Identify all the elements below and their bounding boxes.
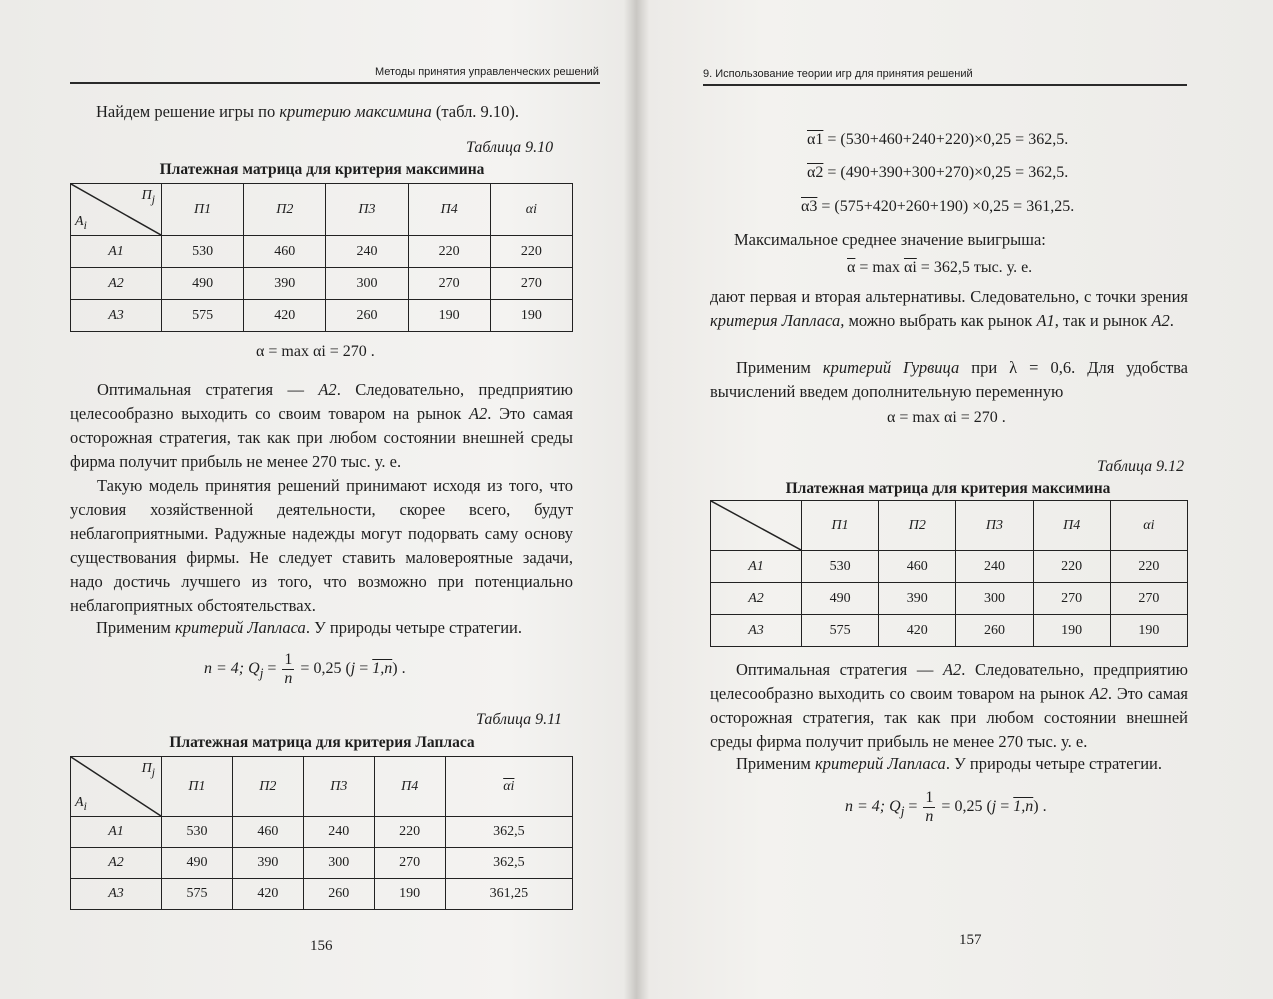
column-header: αi xyxy=(490,184,572,236)
header-rule xyxy=(703,84,1187,86)
column-header: П3 xyxy=(956,501,1033,551)
paragraph-laplace-result: дают первая и вторая альтернативы. Следовательно, с точки зрения критерия Лапласа, можно выбрать как рынок A1, так и рынок A2. xyxy=(710,287,1188,330)
table-row xyxy=(71,848,573,879)
row-axis-label: $A_i$ xyxy=(75,214,87,232)
table-cell: 300 xyxy=(326,268,408,300)
table-caption: Таблица 9.12 xyxy=(1097,458,1185,475)
table-row xyxy=(71,236,573,268)
paragraph-optimal: Оптимальная стратегия — A2. Следовательно, предприятию целесообразно выходить со своим товаром на рынок A2. Это самая осторожная стратегия, так как при любом состоянии внешней среды фирма получит прибыль не менее 270 тыс. у. е. xyxy=(70,380,573,471)
maximin-formula: α = max αi = 270 . xyxy=(256,343,375,360)
row-header: A2 xyxy=(71,268,162,300)
table-cell: 460 xyxy=(232,817,303,848)
laplace-formula: n = 4; $Q_j$ = $\frac{1}{n}$ = 0,25 (j = 1,n) . xyxy=(845,789,1047,825)
table-cell: 220 xyxy=(408,236,490,268)
table-cell: 240 xyxy=(956,551,1033,583)
table-cell: 420 xyxy=(232,879,303,910)
diagonal-divider xyxy=(711,501,801,550)
row-header: A1 xyxy=(71,236,162,268)
column-header: αi xyxy=(1110,501,1187,551)
table-cell: 270 xyxy=(1110,583,1187,615)
column-header: П4 xyxy=(1033,501,1110,551)
table-cell: 240 xyxy=(326,236,408,268)
table-cell: 490 xyxy=(802,583,879,615)
running-header: 9. Использование теории игр для принятия решений xyxy=(703,68,973,80)
table-cell: 270 xyxy=(1033,583,1110,615)
table-cell: 460 xyxy=(244,236,326,268)
table-cell: 270 xyxy=(374,848,445,879)
table-cell: 220 xyxy=(1110,551,1187,583)
page-number: 156 xyxy=(310,938,333,954)
column-header: $\overline{\alpha i}$ xyxy=(445,757,572,817)
table-title: Платежная матрица для критерия максимина xyxy=(159,161,485,178)
table-row xyxy=(71,300,573,332)
paragraph-laplace: Применим критерий Лапласа. У природы четыре стратегии. xyxy=(736,754,1162,773)
column-header: П2 xyxy=(244,184,326,236)
table-cell: 260 xyxy=(303,879,374,910)
table-corner-cell xyxy=(711,501,802,551)
paragraph-hurwicz: Применим критерий Гурвица при λ = 0,6. Для удобства вычислений введем дополнительную переменную xyxy=(710,358,1188,401)
mean-alpha-1: α1 = (530+460+240+220)×0,25 = 362,5. xyxy=(807,131,1069,148)
table-cell: 190 xyxy=(374,879,445,910)
table-cell: 575 xyxy=(162,300,244,332)
table-cell: 530 xyxy=(162,236,244,268)
page-number: 157 xyxy=(959,932,982,948)
payoff-table-9-12 xyxy=(710,500,1188,647)
table-row xyxy=(711,615,1188,647)
row-header: A3 xyxy=(71,300,162,332)
table-cell: 240 xyxy=(303,817,374,848)
table-cell: 420 xyxy=(879,615,956,647)
column-axis-label: $П_j$ xyxy=(141,761,155,779)
right-page xyxy=(637,0,1273,999)
column-header: П3 xyxy=(303,757,374,817)
table-cell: 260 xyxy=(326,300,408,332)
table-caption: Таблица 9.11 xyxy=(476,711,562,728)
column-header: П1 xyxy=(802,501,879,551)
table-cell: 220 xyxy=(490,236,572,268)
max-average-formula: $\overline{\alpha} = \max \overline{\alpha i} = 362,5$ тыс. у. е. xyxy=(847,259,1033,276)
table-cell: 460 xyxy=(879,551,956,583)
table-cell: 530 xyxy=(802,551,879,583)
table-cell: 390 xyxy=(879,583,956,615)
row-header: A2 xyxy=(711,583,802,615)
row-header: A1 xyxy=(711,551,802,583)
payoff-table-9-10 xyxy=(70,183,573,332)
row-header: A1 xyxy=(71,817,162,848)
table-cell: 190 xyxy=(408,300,490,332)
table-cell: 190 xyxy=(1033,615,1110,647)
table-cell: 220 xyxy=(1033,551,1110,583)
table-cell: 300 xyxy=(956,583,1033,615)
table-cell: 361,25 xyxy=(445,879,572,910)
row-header: A3 xyxy=(71,879,162,910)
table-cell: 220 xyxy=(374,817,445,848)
column-header: П4 xyxy=(374,757,445,817)
row-axis-label: $A_i$ xyxy=(75,795,87,813)
table-cell: 490 xyxy=(162,848,233,879)
max-average-label: Максимальное среднее значение выигрыша: xyxy=(734,230,1046,249)
left-page xyxy=(0,0,636,999)
table-corner-cell xyxy=(71,184,162,236)
table-cell: 362,5 xyxy=(445,817,572,848)
table-corner-cell xyxy=(71,757,162,817)
intro-line: Найдем решение игры по критерию максимина (табл. 9.10). xyxy=(96,102,520,121)
paragraph-optimal: Оптимальная стратегия — A2. Следовательно, предприятию целесообразно выходить со своим товаром на рынок A2. Это самая осторожная стратегия, так как при любом состоянии внешней среды фирма получит прибыль не менее 270 тыс. у. е. xyxy=(710,660,1188,751)
table-cell: 260 xyxy=(956,615,1033,647)
table-row xyxy=(71,879,573,910)
table-title: Платежная матрица для критерия максимина xyxy=(785,480,1111,497)
mean-alpha-2: α2 = (490+390+300+270)×0,25 = 362,5. xyxy=(807,164,1069,181)
table-cell: 190 xyxy=(1110,615,1187,647)
running-header: Методы принятия управленческих решений xyxy=(375,66,599,78)
table-cell: 390 xyxy=(244,268,326,300)
table-cell: 575 xyxy=(802,615,879,647)
maximin-formula: α = max αi = 270 . xyxy=(887,409,1006,426)
table-cell: 530 xyxy=(162,817,233,848)
table-row xyxy=(711,583,1188,615)
column-header: П2 xyxy=(879,501,956,551)
table-caption: Таблица 9.10 xyxy=(466,139,554,156)
table-title: Платежная матрица для критерия Лапласа xyxy=(169,734,475,751)
row-header: A3 xyxy=(711,615,802,647)
paragraph-model: Такую модель принятия решений принимают исходя из того, что условия хозяйственной деятельности, скорее всего, будут неблагоприятными. Радужные надежды могут подорвать саму основу существования фирмы. Не следует ставить маловероятные задачи, надо достичь лучшего из того, что возможно при потенциально неблагоприятных обстоятельствах. xyxy=(70,476,573,615)
table-cell: 362,5 xyxy=(445,848,572,879)
table-row xyxy=(71,817,573,848)
payoff-table-9-11 xyxy=(70,756,573,910)
column-header: П3 xyxy=(326,184,408,236)
table-cell: 490 xyxy=(162,268,244,300)
table-cell: 390 xyxy=(232,848,303,879)
table-cell: 420 xyxy=(244,300,326,332)
column-axis-label: $П_j$ xyxy=(141,188,155,206)
table-row xyxy=(711,551,1188,583)
column-header: П1 xyxy=(162,184,244,236)
header-rule xyxy=(70,82,600,84)
table-cell: 300 xyxy=(303,848,374,879)
column-header: П4 xyxy=(408,184,490,236)
column-header: П2 xyxy=(232,757,303,817)
column-header: П1 xyxy=(162,757,233,817)
table-cell: 190 xyxy=(490,300,572,332)
laplace-formula: n = 4; $Q_j$ = $\frac{1}{n}$ = 0,25 (j = 1,n) . xyxy=(204,651,406,687)
table-cell: 270 xyxy=(408,268,490,300)
table-row xyxy=(71,268,573,300)
table-cell: 575 xyxy=(162,879,233,910)
row-header: A2 xyxy=(71,848,162,879)
mean-alpha-3: α3 = (575+420+260+190) ×0,25 = 361,25. xyxy=(801,198,1075,215)
paragraph-laplace: Применим критерий Лапласа. У природы четыре стратегии. xyxy=(96,618,522,637)
table-cell: 270 xyxy=(490,268,572,300)
